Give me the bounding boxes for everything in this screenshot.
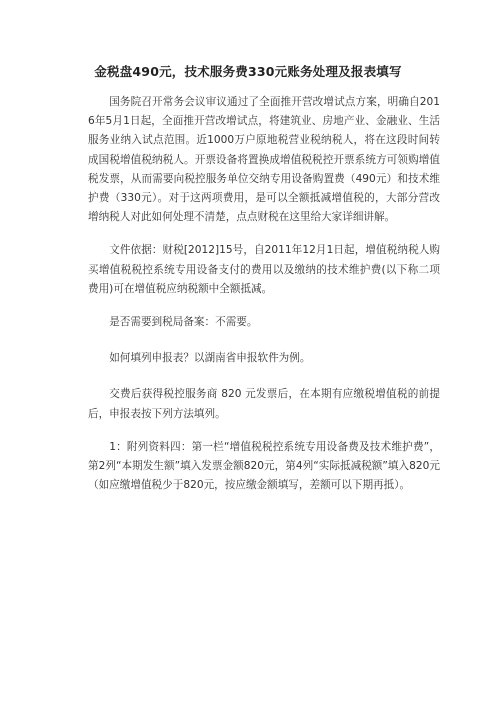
paragraph-legal-basis: 文件依据：财税[2012]15号，自2011年12月1日起，增值税纳税人购买增值税税控系统专用设备支付的费用以及缴纳的技术维护费(以下称二项费用)可在增值税应纳税额中全额抵减。: [88, 244, 440, 295]
paragraph-filing-requirement: 是否需要到税局备案：不需要。: [109, 316, 258, 329]
document-body: [88, 93, 440, 509]
paragraph-after-payment: 交费后获得税控服务商 820 元发票后，在本期有应缴税增值税的前提后，申报表按下列方法填列。: [88, 388, 440, 420]
paragraph-intro: 国务院召开常务会议审议通过了全面推开营改增试点方案，明确自2016年5月1日起，全面推开营改增试点，将建筑业、房地产业、金融业、生活服务业纳入试点范围。近1000万户原地税营业税纳税人，将在这段时间转成国税增值税纳税人。开票设备将置换成增值税税控开票系统方可领购增值税发票，从而需要向税控服务单位交纳专用设备购置费（490元）和技术维护费（330元）。对于这两项费用，是可以全额抵减增值税的，大部分营改增纳税人对此如何处理不清楚，点点财税在这里给大家详细讲解。: [88, 96, 440, 224]
paragraph-how-to-fill: 如何填列申报表？以湖南省申报软件为例。: [109, 352, 311, 365]
document-title: 金税盘490元，技术服务费330元账务处理及报表填写: [94, 64, 402, 79]
paragraph-step-1: 1：附列资料四：第一栏“增值税税控系统专用设备费及技术维护费”，第2列“本期发生额”填入发票金额820元，第4列“实际抵减税额”填入820元（如应缴增值税少于820元，按应缴金额填写，差额可以下期再抵）。: [88, 440, 440, 492]
